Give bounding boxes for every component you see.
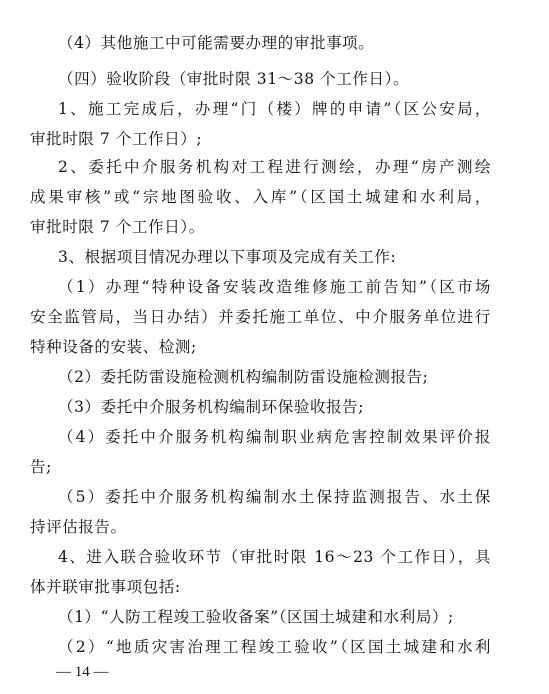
text-line: 4、进入联合验收环节（审批时限 16～23 个工作日），具 bbox=[58, 548, 491, 566]
section-heading: （四）验收阶段（审批时限 31～38 个工作日）。 bbox=[58, 70, 410, 88]
text-line: 3、根据项目情况办理以下事项及完成有关工作: bbox=[58, 248, 397, 266]
text-line: （1）“人防工程竣工验收备案”（区国土城建和水利局）; bbox=[58, 608, 454, 626]
text-line: （3）委托中介服务机构编制环保验收报告; bbox=[58, 398, 365, 416]
text-line: 审批时限 7 个工作日）。 bbox=[30, 218, 205, 236]
text-line: 审批时限 7 个工作日）; bbox=[30, 130, 203, 148]
text-line: （2）委托防雷设施检测机构编制防雷设施检测报告; bbox=[58, 368, 429, 386]
text-line: 成果审核”或“宗地图验收、入库”（区国土城建和水利局， bbox=[30, 188, 491, 206]
text-line: 2、委托中介服务机构对工程进行测绘，办理“房产测绘 bbox=[58, 158, 491, 176]
text-line: 体并联审批事项包括: bbox=[30, 578, 181, 596]
text-line: 安全监管局，当日办结）并委托施工单位、中介服务单位进行 bbox=[30, 308, 491, 326]
page-number: — 14 — bbox=[56, 664, 109, 680]
text-line: 持评估报告。 bbox=[30, 518, 127, 536]
text-line: （4）委托中介服务机构编制职业病危害控制效果评价报 bbox=[58, 428, 491, 446]
text-line: 1、施工完成后，办理“门（楼）牌的申请”（区公安局， bbox=[58, 100, 491, 118]
text-line: （2）“地质灾害治理工程竣工验收”（区国土城建和水利 bbox=[58, 638, 491, 656]
text-line: 告; bbox=[30, 458, 52, 476]
text-line: 特种设备的安装、检测; bbox=[30, 338, 197, 356]
text-line: （4）其他施工中可能需要办理的审批事项。 bbox=[58, 34, 375, 52]
text-line: （1）办理“特种设备安装改造维修施工前告知”（区市场 bbox=[58, 278, 491, 296]
text-line: （5）委托中介服务机构编制水土保持监测报告、水土保 bbox=[58, 488, 491, 506]
